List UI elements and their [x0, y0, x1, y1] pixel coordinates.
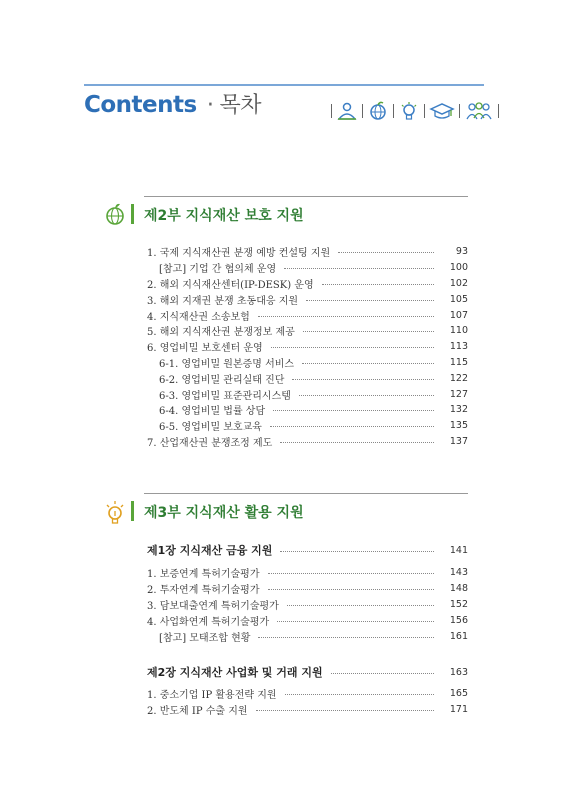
globe-icon — [367, 101, 389, 121]
page-number: 143 — [449, 567, 468, 579]
page-number: 115 — [449, 356, 468, 368]
page-number: 137 — [449, 435, 468, 447]
toc-entry[interactable] — [147, 434, 468, 450]
lightbulb-icon — [398, 101, 420, 121]
entry-label: 6-1. 영업비밀 원본증명 서비스 — [159, 358, 295, 370]
section-rule — [144, 196, 468, 197]
leader-dots — [258, 637, 434, 638]
leader-dots — [306, 300, 434, 301]
toc-entry[interactable] — [147, 686, 468, 702]
entry-label: 5. 해외 지식재산권 분쟁정보 제공 — [147, 327, 295, 339]
divider — [331, 104, 332, 118]
divider — [459, 104, 460, 118]
leader-dots — [302, 363, 434, 364]
part3-title: 제3부 지식재산 활용 지원 — [144, 505, 304, 521]
chapter-heading — [147, 663, 468, 681]
leader-dots — [271, 347, 434, 348]
part2-entries — [147, 244, 468, 449]
chapter2-entries — [147, 686, 468, 718]
divider — [498, 104, 499, 118]
entry-label: 6-5. 영업비밀 보호교육 — [159, 422, 262, 434]
leader-dots — [268, 589, 435, 590]
leader-dots — [284, 268, 434, 269]
leader-dots — [303, 331, 434, 332]
leader-dots — [258, 316, 434, 317]
entry-label: 3. 담보대출연계 특허기술평가 — [147, 600, 279, 612]
entry-label: 2. 투자연계 특허기술평가 — [147, 585, 260, 597]
entry-label: 3. 해외 지재권 분쟁 초동대응 지원 — [147, 295, 299, 307]
entry-label: [참고] 기업 간 협의체 운영 — [159, 264, 277, 276]
leader-dots — [338, 252, 434, 253]
leader-dots — [270, 426, 434, 427]
toc-entry[interactable] — [147, 702, 468, 718]
toc-entry[interactable] — [147, 370, 468, 386]
page-number: 113 — [449, 341, 468, 353]
leader-dots — [285, 694, 434, 695]
part3-section — [104, 497, 468, 527]
globe-icon — [104, 202, 126, 226]
entry-label: 6-2. 영업비밀 관리실태 진단 — [159, 374, 285, 386]
page-number: 102 — [449, 277, 468, 289]
chapter-heading — [147, 541, 468, 559]
section-accent-bar — [131, 501, 134, 521]
part2-section — [104, 200, 468, 230]
toc-entry[interactable] — [147, 628, 468, 644]
page-number: 135 — [449, 420, 468, 432]
people-icon — [464, 101, 494, 121]
entry-label: 2. 해외 지식재산센터(IP-DESK) 운영 — [147, 279, 314, 291]
toc-entry[interactable] — [147, 418, 468, 434]
toc-entry[interactable] — [147, 612, 468, 628]
part2-header — [104, 200, 468, 230]
chapter-title: 제1장 지식재산 금융 지원 — [147, 544, 273, 557]
graduation-cap-icon — [429, 101, 455, 121]
leader-dots — [273, 410, 434, 411]
toc-entry[interactable] — [147, 244, 468, 260]
entry-label: [참고] 모태조합 현황 — [159, 632, 251, 644]
leader-dots — [277, 621, 434, 622]
toc-entry[interactable] — [147, 386, 468, 402]
chapter-title: 제2장 지식재산 사업화 및 거래 지원 — [147, 666, 323, 679]
page-number: 132 — [449, 404, 468, 416]
leader-dots — [268, 573, 435, 574]
part3-chapter1 — [147, 541, 468, 559]
toc-entry[interactable] — [147, 291, 468, 307]
divider — [393, 104, 394, 118]
page-number: 156 — [449, 614, 468, 626]
leader-dots — [299, 395, 434, 396]
leader-dots — [280, 442, 434, 443]
part3-chapter2 — [147, 663, 468, 681]
person-icon — [336, 101, 358, 121]
entry-label: 6-3. 영업비밀 표준관리시스템 — [159, 390, 291, 402]
divider — [362, 104, 363, 118]
page-number: 152 — [449, 598, 468, 610]
leader-dots — [256, 710, 434, 711]
toc-entry[interactable] — [147, 565, 468, 581]
entry-label: 1. 중소기업 IP 활용전략 지원 — [147, 690, 277, 702]
header-rule — [84, 84, 484, 86]
toc-entry[interactable] — [147, 355, 468, 371]
page-number: 127 — [449, 388, 468, 400]
leader-dots — [280, 551, 434, 552]
toc-entry[interactable] — [147, 597, 468, 613]
category-icon-bar — [327, 100, 503, 122]
part2-title: 제2부 지식재산 보호 지원 — [144, 208, 304, 224]
leader-dots — [287, 605, 434, 606]
page-number: 163 — [449, 666, 468, 678]
page-number: 161 — [449, 630, 468, 642]
section-rule — [144, 493, 468, 494]
leader-dots — [322, 284, 434, 285]
entry-label: 4. 지식재산권 소송보험 — [147, 311, 250, 323]
entry-label: 7. 산업재산권 분쟁조정 제도 — [147, 437, 273, 449]
entry-label: 4. 사업화연계 특허기술평가 — [147, 616, 270, 628]
entry-label: 6. 영업비밀 보호센터 운영 — [147, 343, 263, 355]
page-number: 122 — [449, 372, 468, 384]
toc-entry[interactable] — [147, 339, 468, 355]
page-number: 110 — [449, 325, 468, 337]
title-separator: · — [206, 92, 214, 118]
entry-label: 6-4. 영업비밀 법률 상담 — [159, 406, 266, 418]
part3-header — [104, 497, 468, 527]
page-number: 141 — [449, 544, 468, 556]
leader-dots — [331, 673, 434, 674]
entry-label: 1. 보증연계 특허기술평가 — [147, 569, 260, 581]
page-number: 107 — [449, 309, 468, 321]
title-korean: 목차 — [219, 93, 262, 118]
title-english: Contents — [84, 92, 197, 118]
leader-dots — [292, 379, 434, 380]
toc-entry[interactable] — [147, 402, 468, 418]
section-accent-bar — [131, 204, 134, 224]
toc-entry[interactable] — [147, 581, 468, 597]
page-number: 105 — [449, 293, 468, 305]
page-number: 148 — [449, 583, 468, 595]
entry-label: 1. 국제 지식재산권 분쟁 예방 컨설팅 지원 — [147, 248, 331, 260]
lightbulb-icon — [104, 499, 126, 525]
toc-entry[interactable] — [147, 307, 468, 323]
page-number: 93 — [455, 246, 468, 258]
page-number: 100 — [449, 262, 468, 274]
chapter1-entries — [147, 565, 468, 644]
divider — [424, 104, 425, 118]
toc-entry[interactable] — [147, 323, 468, 339]
toc-entry[interactable] — [147, 260, 468, 276]
toc-entry[interactable] — [147, 276, 468, 292]
page-number: 165 — [449, 688, 468, 700]
page-title — [84, 88, 261, 119]
entry-label: 2. 반도체 IP 수출 지원 — [147, 706, 248, 718]
page-number: 171 — [449, 704, 468, 716]
